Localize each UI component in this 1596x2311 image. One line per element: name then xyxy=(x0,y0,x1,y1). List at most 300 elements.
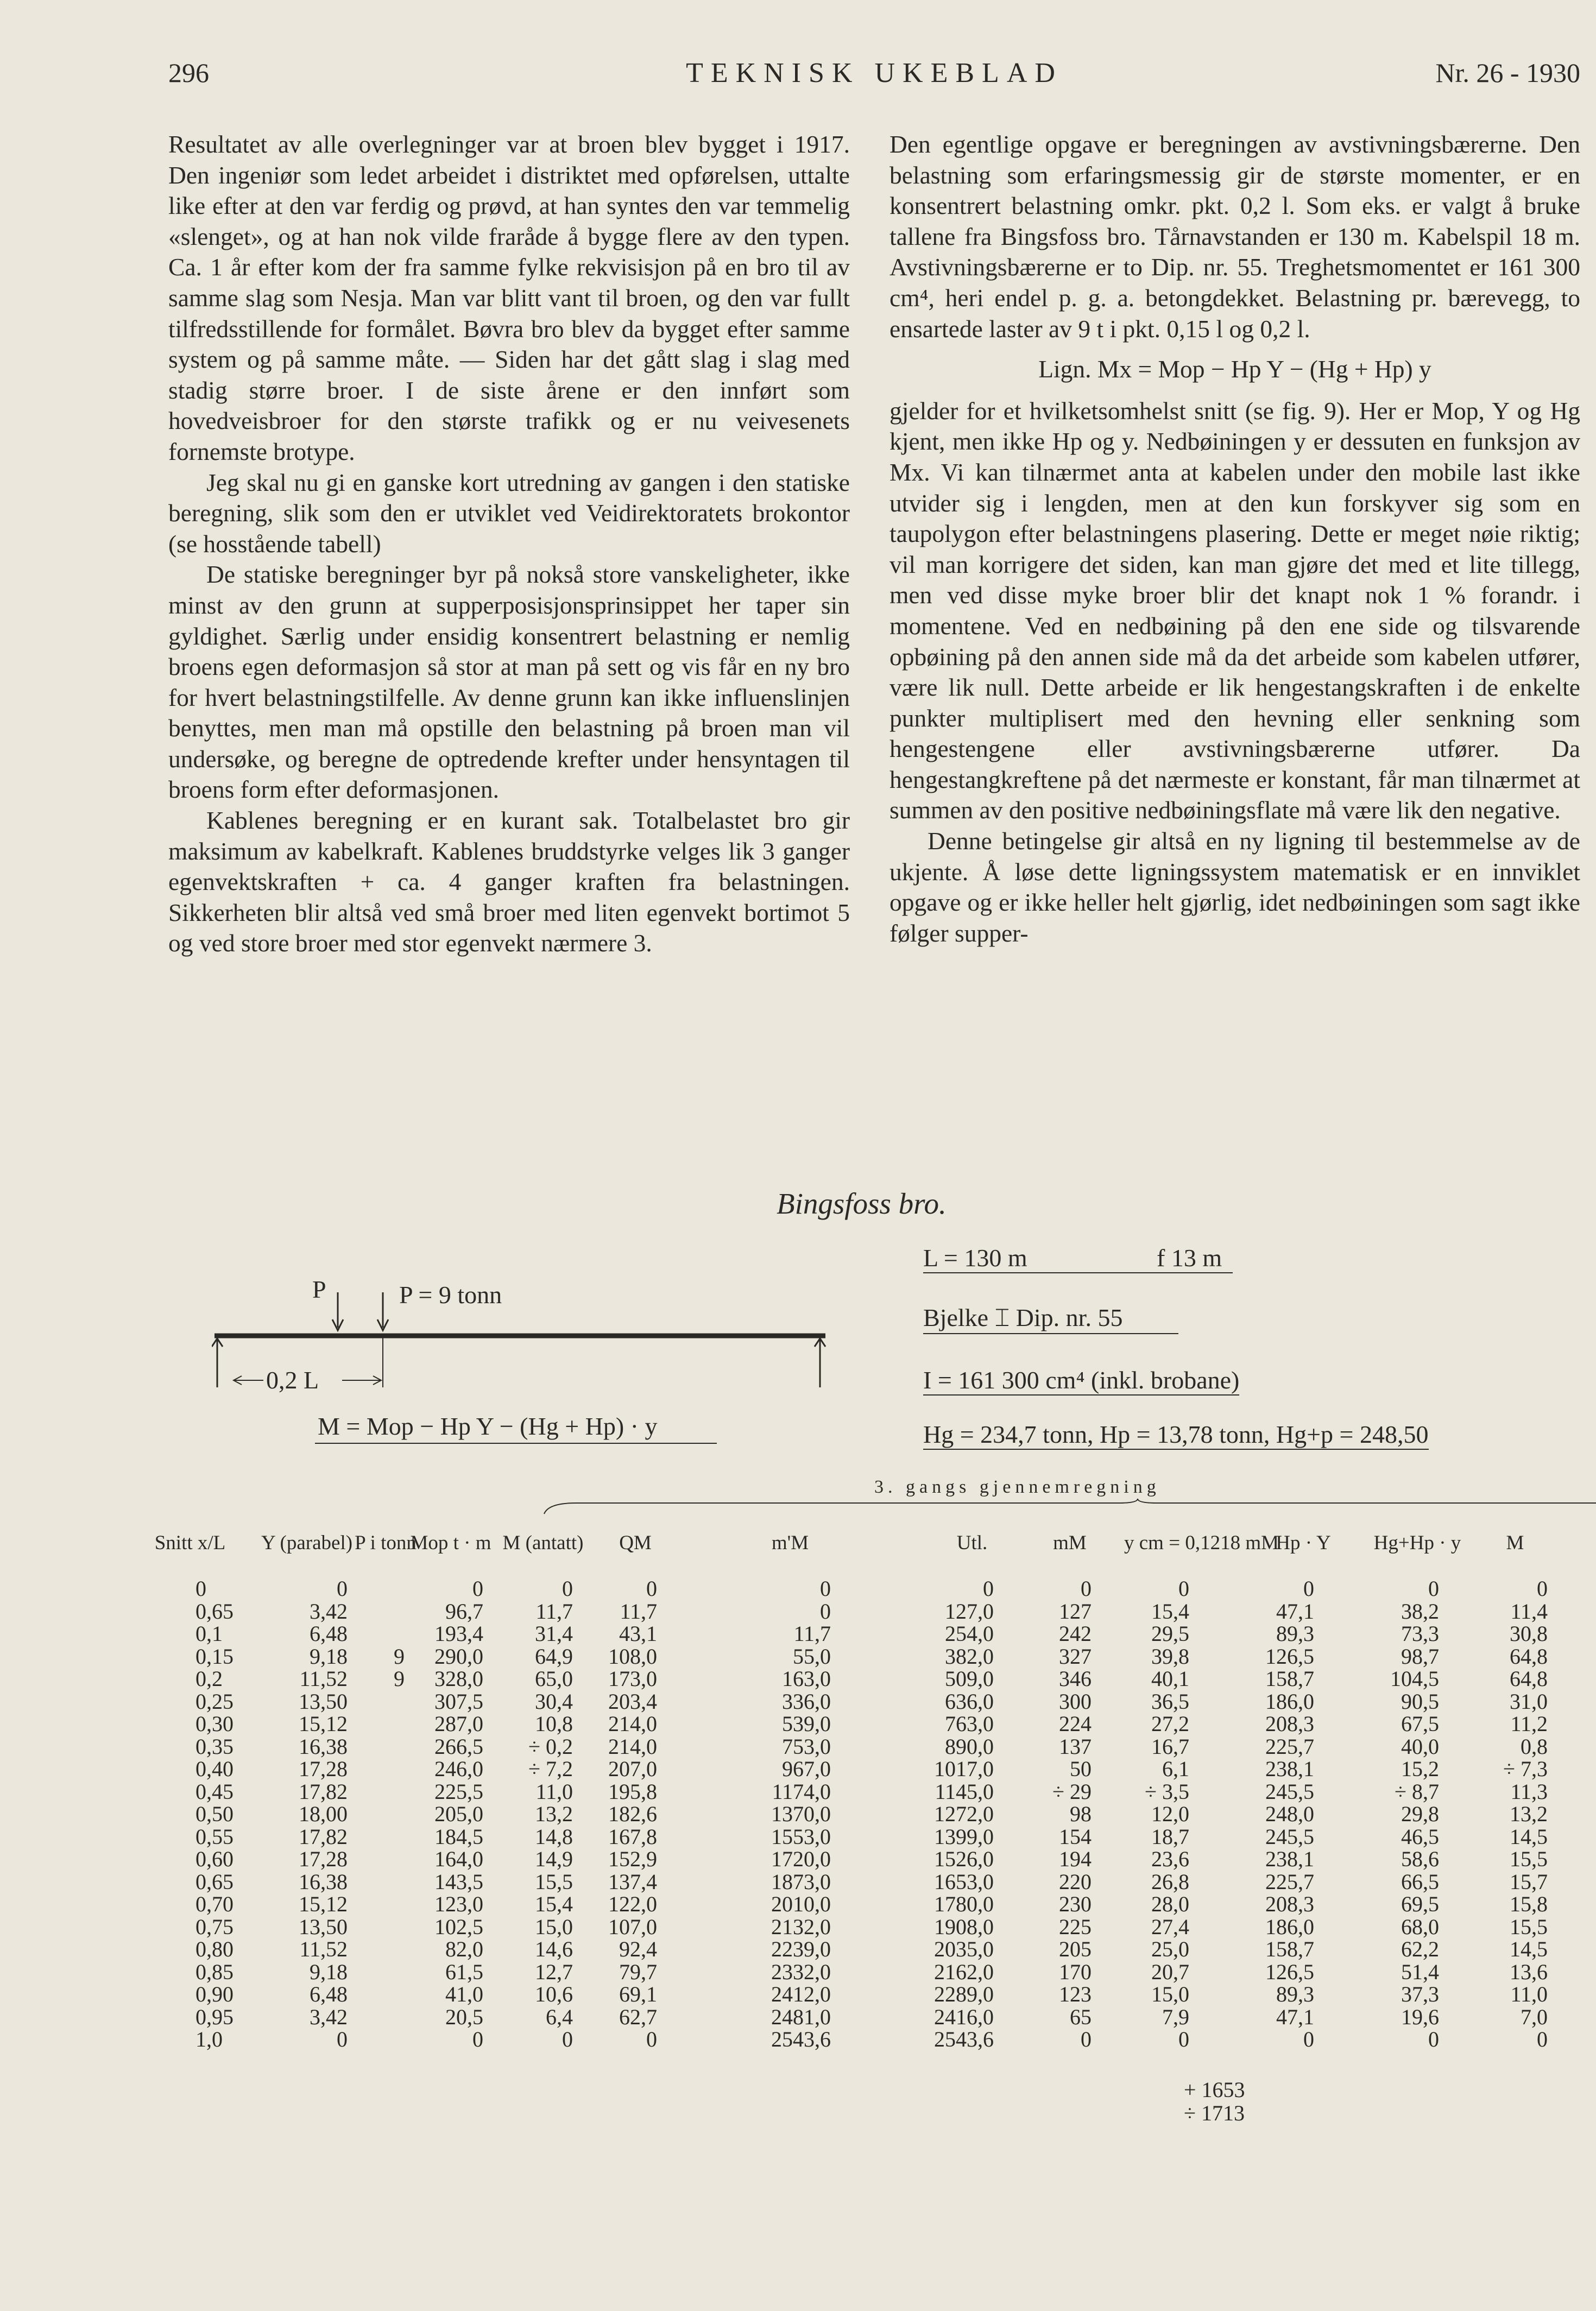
table-cell: ÷ 0,2 xyxy=(528,1734,573,1759)
table-cell: 62,2 xyxy=(1401,1937,1439,1961)
table-cell: 47,1 xyxy=(1276,1599,1314,1624)
table-cell: 123,0 xyxy=(434,1892,483,1916)
table-cell: 509,0 xyxy=(945,1666,994,1691)
table-cell: 29,5 xyxy=(1151,1621,1189,1646)
table-cell: 0 xyxy=(1537,1576,1548,1601)
table-cell: 0,40 xyxy=(195,1757,234,1781)
table-cell: 184,5 xyxy=(434,1824,483,1849)
table-cell: 636,0 xyxy=(945,1689,994,1714)
table-cell: 126,5 xyxy=(1265,1959,1314,1984)
table-cell: 246,0 xyxy=(434,1757,483,1781)
table-cell: 104,5 xyxy=(1390,1666,1439,1691)
table-cell: 0 xyxy=(337,1576,348,1601)
table-cell: 69,1 xyxy=(619,1982,657,2006)
table-row xyxy=(168,1645,1580,1668)
table-cell: 61,5 xyxy=(445,1959,483,1984)
table-row xyxy=(168,1758,1580,1780)
table-cell: 225 xyxy=(1059,1914,1092,1939)
table-cell: 186,0 xyxy=(1265,1914,1314,1939)
table-cell: 15,7 xyxy=(1510,1869,1548,1894)
column-brace xyxy=(543,1499,1596,1515)
load-label: P xyxy=(312,1276,326,1303)
equation-label: Lign. xyxy=(1038,355,1092,383)
table-cell: 64,8 xyxy=(1510,1666,1548,1691)
table-cell: 107,0 xyxy=(608,1914,657,1939)
table-cell: 203,4 xyxy=(608,1689,657,1714)
table-cell: 167,8 xyxy=(608,1824,657,1849)
table-cell: 65,0 xyxy=(535,1666,573,1691)
table-cell: 0,95 xyxy=(195,2004,234,2029)
page-header xyxy=(168,57,1580,95)
table-cell: 37,3 xyxy=(1401,1982,1439,2006)
table-row xyxy=(168,1803,1580,1826)
inertia-spec: I = 161 300 cm⁴ (inkl. brobane) xyxy=(923,1366,1239,1396)
table-cell: 0,55 xyxy=(195,1824,234,1849)
table-cell: 47,1 xyxy=(1276,2004,1314,2029)
table-cell: 0,30 xyxy=(195,1712,234,1736)
dimension-label: 0,2 L xyxy=(266,1366,319,1394)
table-cell: 6,48 xyxy=(310,1621,348,1646)
table-cell: 1174,0 xyxy=(772,1779,831,1804)
table-cell: 0 xyxy=(472,1576,483,1601)
table-cell: 3,42 xyxy=(310,2004,348,2029)
table-cell: 55,0 xyxy=(793,1644,831,1669)
journal-title: TEKNISK UKEBLAD xyxy=(686,58,1063,89)
table-cell: ÷ 8,7 xyxy=(1395,1779,1439,1804)
table-cell: 11,2 xyxy=(1510,1712,1548,1736)
table-cell: 2481,0 xyxy=(771,2004,831,2029)
column-header: Hg+Hp · y xyxy=(1373,1532,1461,1554)
table-cell: 127,0 xyxy=(945,1599,994,1624)
table-cell: 158,7 xyxy=(1265,1937,1314,1961)
table-cell: 208,3 xyxy=(1265,1712,1314,1736)
calculation-table xyxy=(154,1477,1580,2183)
table-cell: 64,9 xyxy=(535,1644,573,1669)
equation xyxy=(890,354,1580,385)
table-cell: 214,0 xyxy=(608,1712,657,1736)
table-cell: 108,0 xyxy=(608,1644,657,1669)
left-column xyxy=(168,129,850,959)
table-cell: 12,7 xyxy=(535,1959,573,1984)
column-header: m'M xyxy=(771,1532,809,1554)
table-cell: 0 xyxy=(1178,1576,1189,1601)
table-cell: 195,8 xyxy=(608,1779,657,1804)
bridge-load-figure xyxy=(212,1238,842,1472)
paragraph: De statiske beregninger byr på nokså store vanskeligheter, ikke minst av den grunn at supperposisjonsprinsippet her taper sin gyldighet. Særlig under ensidig konsentrert belastning er nemlig broens egen deformasjon så stor at man på sett og vis får en ny bro for hvert belastningstilfelle. Av denne grunn kan ikke influenslinjen benyttes, men man må opstille den belastning på broen man vil undersøke, og beregne de optredende krefter under hensyntagen til broens form efter deformasjonen. xyxy=(168,560,850,804)
table-cell: 1553,0 xyxy=(771,1824,831,1849)
table-cell: 19,6 xyxy=(1401,2004,1439,2029)
table-cell: 1272,0 xyxy=(934,1802,994,1826)
table-row xyxy=(168,2028,1580,2051)
table-cell: 50 xyxy=(1070,1757,1092,1781)
table-cell: 0,65 xyxy=(195,1599,234,1624)
table-cell: 245,5 xyxy=(1265,1779,1314,1804)
issue-label: Nr. 26 - 1930 xyxy=(1435,58,1580,88)
table-cell: 0,35 xyxy=(195,1734,234,1759)
table-cell: 9 xyxy=(394,1666,405,1691)
table-cell: 0,90 xyxy=(195,1982,234,2006)
table-body xyxy=(168,1577,1580,2051)
table-cell: 6,48 xyxy=(310,1982,348,2006)
table-cell: 2543,6 xyxy=(934,2027,994,2051)
table-cell: 41,0 xyxy=(445,1982,483,2006)
table-cell: 20,7 xyxy=(1151,1959,1189,1984)
table-cell: 15,2 xyxy=(1401,1757,1439,1781)
table-cell: 11,7 xyxy=(793,1621,831,1646)
table-cell: ÷ 7,3 xyxy=(1503,1757,1548,1781)
table-cell: 16,38 xyxy=(299,1869,348,1894)
table-cell: 6,1 xyxy=(1162,1757,1189,1781)
table-cell: 173,0 xyxy=(608,1666,657,1691)
table-cell: 11,3 xyxy=(1510,1779,1548,1804)
table-cell: 9 xyxy=(394,1644,405,1669)
table-cell: 90,5 xyxy=(1401,1689,1439,1714)
table-cell: 307,5 xyxy=(434,1689,483,1714)
table-cell: 2132,0 xyxy=(771,1914,831,1939)
table-cell: 89,3 xyxy=(1276,1621,1314,1646)
table-cell: 224 xyxy=(1059,1712,1092,1736)
table-header xyxy=(154,1520,1580,1575)
table-cell: 96,7 xyxy=(445,1599,483,1624)
table-cell: 0,65 xyxy=(195,1869,234,1894)
table-cell: 11,0 xyxy=(535,1779,573,1804)
paragraph: gjelder for et hvilketsomhelst snitt (se fig. 9). Her er Mop, Y og Hg kjent, men ikke Hp og y. Nedbøiningen y er dessuten en funksjon av Mx. Vi kan tilnærmet anta at kabelen under den mobile last ikke utvider sig i lengden, men at den kun forskyver sig som en taupolygon efter belastningens plasering. Dette er meget nøie riktig; vil man korrigere det siden, kan man gjøre det med et lite tillegg, men ved disse myke broer blir det knapt nok 1 % forandr. i momentene. Ved en nedbøining på den ene side og tilsvarende opbøining på den annen side må da det arbeide som kabelen utfører, være lik null. Dette arbeide er lik hengestangskraften i de enkelte punkter multiplisert med den hevning eller senkning som hengestengene eller avstivningsbærerne utfører. Da hengestangkreftene på det nærmeste er konstant, får man tilnærmet at summen av den positive nedbøiningsflate må være lik den negative. xyxy=(890,396,1580,824)
table-cell: 40,1 xyxy=(1151,1666,1189,1691)
table-cell: 0 xyxy=(646,1576,657,1601)
table-cell: 67,5 xyxy=(1401,1712,1439,1736)
table-cell: 28,0 xyxy=(1151,1892,1189,1916)
table-cell: 15,5 xyxy=(1510,1847,1548,1871)
table-cell: 2543,6 xyxy=(771,2027,831,2051)
table-cell: 15,5 xyxy=(1510,1914,1548,1939)
table-row xyxy=(168,1826,1580,1848)
table-cell: 0,85 xyxy=(195,1959,234,1984)
figure-title: Bingsfoss bro. xyxy=(777,1187,947,1220)
table-cell: 15,5 xyxy=(535,1869,573,1894)
table-cell: 225,7 xyxy=(1265,1869,1314,1894)
table-cell: 242 xyxy=(1059,1621,1092,1646)
table-cell: 9,18 xyxy=(310,1959,348,1984)
table-cell: 82,0 xyxy=(445,1937,483,1961)
table-cell: 1526,0 xyxy=(934,1847,994,1871)
table-cell: 1,0 xyxy=(195,2027,223,2051)
table-cell: 1145,0 xyxy=(935,1779,994,1804)
sum-negative: ÷ 1713 xyxy=(1184,2101,1245,2125)
table-cell: 68,0 xyxy=(1401,1914,1439,1939)
table-cell: 14,8 xyxy=(535,1824,573,1849)
table-cell: 238,1 xyxy=(1265,1847,1314,1871)
table-cell: 2162,0 xyxy=(934,1959,994,1984)
table-cell: 98 xyxy=(1070,1802,1092,1826)
table-cell: 0 xyxy=(472,2027,483,2051)
table-cell: 1653,0 xyxy=(934,1869,994,1894)
table-cell: 7,0 xyxy=(1521,2004,1548,2029)
table-cell: 62,7 xyxy=(619,2004,657,2029)
table-cell: 2035,0 xyxy=(934,1937,994,1961)
table-cell: 0,25 xyxy=(195,1689,234,1714)
table-cell: 69,5 xyxy=(1401,1892,1439,1916)
table-cell: 327 xyxy=(1059,1644,1092,1669)
table-cell: 0 xyxy=(1428,1576,1439,1601)
table-cell: 26,8 xyxy=(1151,1869,1189,1894)
page-number: 296 xyxy=(168,58,209,88)
table-row xyxy=(168,1938,1580,1961)
table-cell: 170 xyxy=(1059,1959,1092,1984)
table-row xyxy=(168,1916,1580,1939)
table-row xyxy=(168,1735,1580,1758)
table-cell: 143,5 xyxy=(434,1869,483,1894)
sum-positive: + 1653 xyxy=(1184,2078,1245,2102)
table-cell: 15,12 xyxy=(299,1712,348,1736)
table-cell: 0 xyxy=(1428,2027,1439,2051)
column-header: y cm = 0,1218 mM xyxy=(1124,1532,1279,1554)
table-cell: 0 xyxy=(983,1576,994,1601)
table-cell: 1720,0 xyxy=(771,1847,831,1871)
table-cell: 164,0 xyxy=(434,1847,483,1871)
load-value: P = 9 tonn xyxy=(399,1281,502,1309)
table-cell: 13,2 xyxy=(535,1802,573,1826)
table-cell: 39,8 xyxy=(1151,1644,1189,1669)
table-cell: 0,15 xyxy=(195,1644,234,1669)
table-cell: 30,4 xyxy=(535,1689,573,1714)
table-cell: 2332,0 xyxy=(771,1959,831,1984)
table-cell: 0,45 xyxy=(195,1779,234,1804)
table-row xyxy=(168,1622,1580,1645)
table-cell: 46,5 xyxy=(1401,1824,1439,1849)
table-cell: ÷ 3,5 xyxy=(1145,1779,1189,1804)
table-cell: 17,28 xyxy=(299,1757,348,1781)
table-row xyxy=(168,1713,1580,1735)
table-cell: 17,28 xyxy=(299,1847,348,1871)
table-cell: 193,4 xyxy=(434,1621,483,1646)
column-header: Y (parabel) xyxy=(261,1532,353,1554)
column-header: Hp · Y xyxy=(1276,1532,1331,1554)
table-cell: 328,0 xyxy=(434,1666,483,1691)
table-cell: 18,7 xyxy=(1151,1824,1189,1849)
table-cell: 0 xyxy=(1303,2027,1314,2051)
table-cell: 16,38 xyxy=(299,1734,348,1759)
sag: f 13 m xyxy=(1157,1244,1222,1272)
table-cell: 16,7 xyxy=(1151,1734,1189,1759)
table-cell: 539,0 xyxy=(782,1712,831,1736)
table-row xyxy=(168,1690,1580,1713)
table-cell: 27,2 xyxy=(1151,1712,1189,1736)
table-cell: 1780,0 xyxy=(934,1892,994,1916)
table-cell: 0 xyxy=(820,1599,831,1624)
table-cell: 17,82 xyxy=(299,1779,348,1804)
horizontal-forces: Hg = 234,7 tonn, Hp = 13,78 tonn, Hg+p = 248,50 xyxy=(923,1420,1429,1450)
table-cell: 15,4 xyxy=(535,1892,573,1916)
table-cell: 15,0 xyxy=(1151,1982,1189,2006)
table-cell: 127 xyxy=(1059,1599,1092,1624)
bridge-specs xyxy=(923,1243,1586,1472)
table-row xyxy=(168,1848,1580,1871)
table-cell: 58,6 xyxy=(1401,1847,1439,1871)
table-cell: 11,7 xyxy=(620,1599,657,1624)
table-cell: 0,2 xyxy=(195,1666,223,1691)
table-cell: 11,52 xyxy=(299,1937,348,1961)
table-cell: 38,2 xyxy=(1401,1599,1439,1624)
table-row xyxy=(168,1871,1580,1893)
table-cell: 300 xyxy=(1059,1689,1092,1714)
table-cell: 248,0 xyxy=(1265,1802,1314,1826)
table-cell: 205 xyxy=(1059,1937,1092,1961)
table-cell: 29,8 xyxy=(1401,1802,1439,1826)
table-cell: 245,5 xyxy=(1265,1824,1314,1849)
table-cell: 13,2 xyxy=(1510,1802,1548,1826)
table-cell: 126,5 xyxy=(1265,1644,1314,1669)
table-cell: 0,60 xyxy=(195,1847,234,1871)
table-cell: 11,7 xyxy=(535,1599,573,1624)
column-header: M xyxy=(1506,1532,1524,1554)
table-cell: 3,42 xyxy=(310,1599,348,1624)
table-cell: 0,8 xyxy=(1521,1734,1548,1759)
table-cell: 0 xyxy=(1537,2027,1548,2051)
table-cell: 0,50 xyxy=(195,1802,234,1826)
table-cell: 25,0 xyxy=(1151,1937,1189,1961)
table-cell: 220 xyxy=(1059,1869,1092,1894)
iteration-label: 3. gangs gjennemregning xyxy=(874,1477,1160,1497)
table-cell: 31,0 xyxy=(1510,1689,1548,1714)
table-cell: 0 xyxy=(1303,1576,1314,1601)
table-cell: 382,0 xyxy=(945,1644,994,1669)
table-cell: 14,5 xyxy=(1510,1824,1548,1849)
table-cell: 186,0 xyxy=(1265,1689,1314,1714)
table-cell: 158,7 xyxy=(1265,1666,1314,1691)
table-cell: 98,7 xyxy=(1401,1644,1439,1669)
table-row xyxy=(168,1577,1580,1600)
column-header: mM xyxy=(1053,1532,1087,1554)
table-cell: 763,0 xyxy=(945,1712,994,1736)
table-cell: 154 xyxy=(1059,1824,1092,1849)
table-cell: 0,1 xyxy=(195,1621,223,1646)
table-cell: 14,9 xyxy=(535,1847,573,1871)
table-cell: 137,4 xyxy=(608,1869,657,1894)
paragraph: Den egentlige opgave er beregningen av avstivningsbærerne. Den belastning som erfaringsmessig gir de største momenter, er en konsentrert belastning omkr. pkt. 0,2 l. Som eks. er valgt å bruke tallene fra Bingsfoss bro. Tårnavstanden er 130 m. Kabelspil 18 m. Avstivningsbærerne er to Dip. nr. 55. Treghetsmomentet er 161 300 cm⁴, heri endel p. g. a. betongdekket. Belastning pr. bærevegg, to ensartede laster av 9 t i pkt. 0,15 l og 0,2 l. xyxy=(890,130,1580,343)
table-cell: 0 xyxy=(1178,2027,1189,2051)
table-cell: 27,4 xyxy=(1151,1914,1189,1939)
table-cell: ÷ 29 xyxy=(1052,1779,1092,1804)
table-cell: 10,8 xyxy=(535,1712,573,1736)
column-header: Snitt x/L xyxy=(154,1532,226,1554)
table-cell: 225,5 xyxy=(434,1779,483,1804)
table-cell: 13,50 xyxy=(299,1689,348,1714)
table-cell: 73,3 xyxy=(1401,1621,1439,1646)
table-cell: 182,6 xyxy=(608,1802,657,1826)
table-cell: 36,5 xyxy=(1151,1689,1189,1714)
table-cell: 208,3 xyxy=(1265,1892,1314,1916)
table-cell: 1908,0 xyxy=(934,1914,994,1939)
table-cell: 12,0 xyxy=(1151,1802,1189,1826)
paragraph: Jeg skal nu gi en ganske kort utredning av gangen i den statiske beregning, slik som den er utviklet ved Veidirektoratets brokontor (se hosstående tabell) xyxy=(168,468,850,558)
table-cell: 254,0 xyxy=(945,1621,994,1646)
column-header: QM xyxy=(619,1532,652,1554)
table-cell: 18,00 xyxy=(299,1802,348,1826)
table-cell: 40,0 xyxy=(1401,1734,1439,1759)
table-cell: 11,52 xyxy=(299,1666,348,1691)
column-header: P i tonn xyxy=(355,1532,417,1554)
table-cell: 753,0 xyxy=(782,1734,831,1759)
table-cell: 290,0 xyxy=(434,1644,483,1669)
paragraph: Denne betingelse gir altså en ny ligning til bestemmelse av de ukjente. Å løse dette ligningssystem matematisk er en innviklet opgave og er ikke heller helt gjørlig, idet nedbøiningen som sagt ikke følger supper- xyxy=(890,827,1580,947)
table-cell: 0,75 xyxy=(195,1914,234,1939)
table-row xyxy=(168,1983,1580,2006)
table-cell: 890,0 xyxy=(945,1734,994,1759)
table-cell: 0 xyxy=(820,1576,831,1601)
table-cell: 51,4 xyxy=(1401,1959,1439,1984)
table-cell: 102,5 xyxy=(434,1914,483,1939)
table-cell: 13,50 xyxy=(299,1914,348,1939)
table-cell: 17,82 xyxy=(299,1824,348,1849)
table-cell: 11,4 xyxy=(1510,1599,1548,1624)
table-cell: 0,70 xyxy=(195,1892,234,1916)
table-cell: 2412,0 xyxy=(771,1982,831,2006)
table-cell: 1370,0 xyxy=(771,1802,831,1826)
table-cell: 30,8 xyxy=(1510,1621,1548,1646)
paragraph: Kablenes beregning er en kurant sak. Totalbelastet bro gir maksimum av kabelkraft. Kablenes bruddstyrke velges lik 3 ganger egenvektskraften + ca. 4 ganger kraften fra belastningen. Sikkerheten blir altså ved små broer med liten egenvekt bortimot 5 og ved store broer med stor egenvekt nærmere 3. xyxy=(168,806,850,957)
table-cell: 0 xyxy=(562,1576,573,1601)
table-cell: 92,4 xyxy=(619,1937,657,1961)
table-cell: 207,0 xyxy=(608,1757,657,1781)
table-cell: 9,18 xyxy=(310,1644,348,1669)
equation-body: Mx = Mop − Hp Y − (Hg + Hp) y xyxy=(1097,355,1431,383)
table-cell: 0 xyxy=(562,2027,573,2051)
table-cell: 967,0 xyxy=(782,1757,831,1781)
table-cell: ÷ 7,2 xyxy=(528,1757,573,1781)
paragraph: Resultatet av alle overlegninger var at broen blev bygget i 1917. Den ingeniør som ledet arbeidet i distriktet med opførelsen, uttalte like efter at den var ferdig og prøvd, at han syntes den var temmelig «slenget», og at han nok vilde fraråde å bygge flere av den typen. Ca. 1 år efter kom der fra samme fylke rekvisisjon på en bro til av samme slag som Nesja. Man var blitt vant til broen, og den var fullt tilfredsstillende for formålet. Bøvra bro blev da bygget efter samme system og på samme måte. — Siden har det gått slag i slag med stadig større broer. I de siste årene er den innført som hovedveisbroer for den største trafikk og er nu veivesenets fornemste brotype. xyxy=(168,130,850,465)
table-cell: 31,4 xyxy=(535,1621,573,1646)
table-cell: 7,9 xyxy=(1162,2004,1189,2029)
table-row xyxy=(168,1893,1580,1916)
table-row xyxy=(168,1600,1580,1623)
table-row xyxy=(168,1961,1580,1984)
table-cell: 10,6 xyxy=(535,1982,573,2006)
table-cell: 230 xyxy=(1059,1892,1092,1916)
table-cell: 0 xyxy=(1081,1576,1092,1601)
table-cell: 43,1 xyxy=(619,1621,657,1646)
table-cell: 1873,0 xyxy=(771,1869,831,1894)
table-cell: 0 xyxy=(195,1576,206,1601)
table-cell: 238,1 xyxy=(1265,1757,1314,1781)
table-cell: 65 xyxy=(1070,2004,1092,2029)
column-header: M (antatt) xyxy=(502,1532,584,1554)
table-cell: 152,9 xyxy=(608,1847,657,1871)
table-cell: 2416,0 xyxy=(934,2004,994,2029)
table-row xyxy=(168,2006,1580,2029)
table-cell: 79,7 xyxy=(619,1959,657,1984)
table-cell: 137 xyxy=(1059,1734,1092,1759)
table-cell: 266,5 xyxy=(434,1734,483,1759)
column-header: Mop t · m xyxy=(410,1532,491,1554)
table-cell: 14,5 xyxy=(1510,1937,1548,1961)
table-row xyxy=(168,1668,1580,1690)
table-cell: 23,6 xyxy=(1151,1847,1189,1871)
beam-spec: Bjelke ⌶ Dip. nr. 55 xyxy=(923,1303,1178,1334)
table-cell: 214,0 xyxy=(608,1734,657,1759)
table-cell: 1017,0 xyxy=(934,1757,994,1781)
table-cell: 163,0 xyxy=(782,1666,831,1691)
table-cell: 15,8 xyxy=(1510,1892,1548,1916)
column-header: Utl. xyxy=(956,1532,988,1554)
table-cell: 194 xyxy=(1059,1847,1092,1871)
table-cell: 15,12 xyxy=(299,1892,348,1916)
table-cell: 205,0 xyxy=(434,1802,483,1826)
table-cell: 15,0 xyxy=(535,1914,573,1939)
table-cell: 1399,0 xyxy=(934,1824,994,1849)
span-length: L = 130 m xyxy=(923,1243,1233,1273)
table-cell: 346 xyxy=(1059,1666,1092,1691)
table-cell: 2010,0 xyxy=(771,1892,831,1916)
